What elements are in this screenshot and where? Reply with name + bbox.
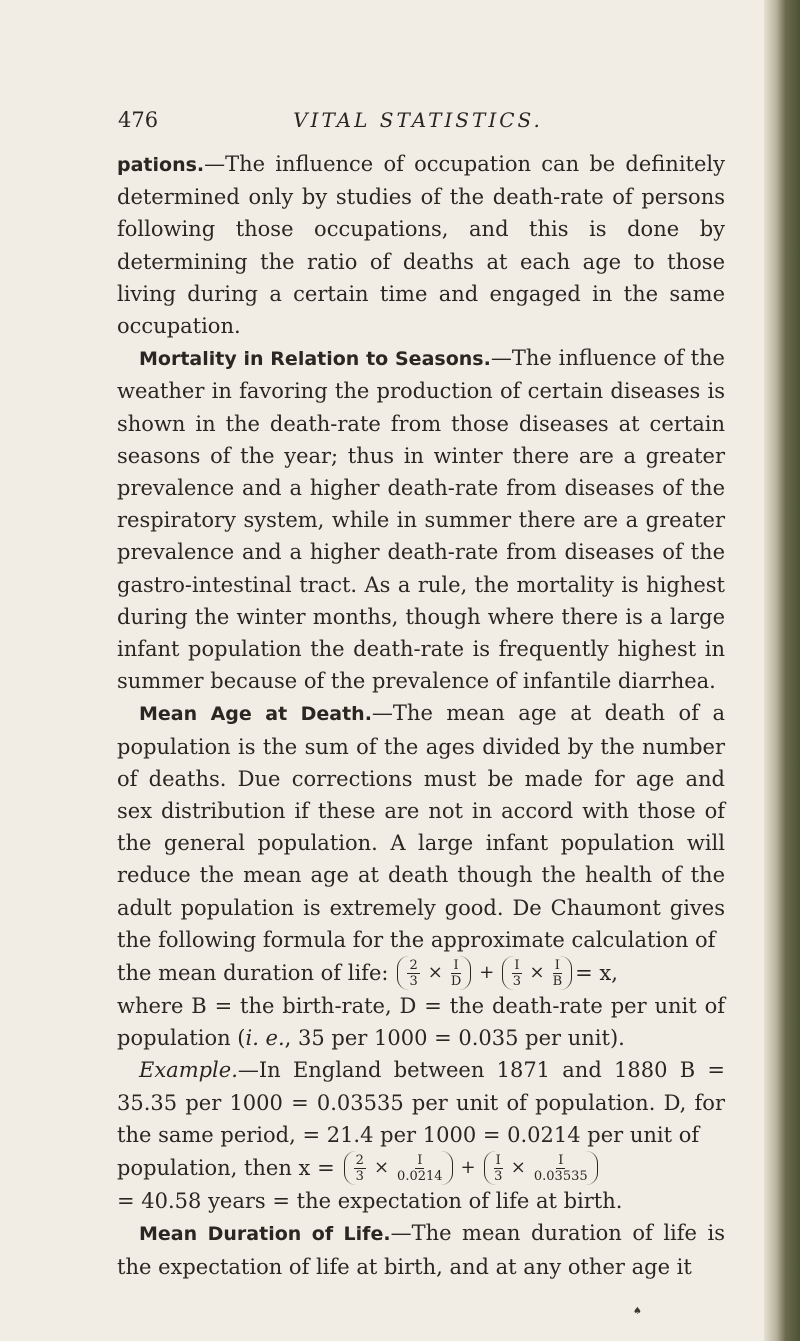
formula-group [397, 956, 471, 990]
plus-sign: + [479, 961, 495, 983]
paragraph-seasons [117, 342, 725, 697]
formula-result: = x, [575, 960, 618, 985]
ink-mark: ♠ [633, 1306, 642, 1317]
paragraph-text: —The influence of occupation can be definitely determined only by studies of the death-rate of persons following those occupations, and this is done by determining the ratio of deaths at each age to those living during a certain time and engaged in the same occupation. [117, 152, 725, 339]
paragraph-text: —The mean duration of life is the expectation of life at birth, and at any other age it [117, 1221, 725, 1279]
times-sign: × [529, 962, 545, 984]
fraction: $\frac{I}{B}$ [552, 957, 563, 989]
fraction: $\frac{2}{3}$ [355, 1152, 364, 1184]
formula-example [117, 1151, 725, 1185]
formula-group [484, 1151, 598, 1185]
formula-lead: the mean duration of life: [117, 960, 389, 985]
paragraph-mean-duration [117, 1217, 725, 1282]
paragraph-example [117, 1054, 725, 1151]
book-binding-edge [764, 0, 800, 1341]
paragraph-occupations [117, 148, 725, 342]
running-title: VITAL STATISTICS. [293, 108, 543, 132]
paragraph-mean-age [117, 697, 725, 956]
fraction: $\frac{2}{3}$ [409, 957, 418, 989]
page-header [118, 108, 718, 142]
paragraph-text: —The influence of the weather in favoring the production of certain diseases is shown in the death-rate from those diseases at certain seasons of the year; thus in winter there are a greater prevalence and a higher death-rate from diseases of the respiratory system, while in summer there are a greater prevalence and a higher death-rate from diseases of the gastro-intestinal tract. As a rule, the mortality is highest during the winter months, though where there is a large infant population the death-rate is frequently highest in summer because of the prevalence of infantile diarrhea. [117, 346, 725, 694]
fraction: $\frac{I}{D}$ [450, 957, 462, 989]
run-in-heading: Mortality in Relation to Seasons. [139, 348, 491, 371]
formula-group [344, 1151, 453, 1185]
fraction: $\frac{I}{3}$ [494, 1152, 503, 1184]
paragraph-definitions: where B = the birth-rate, D = the death-rate per unit of population (i. e., 35 per 1000 = 0.035 per unit). [117, 994, 725, 1051]
fraction: $\frac{I}{0.0214}$ [397, 1152, 443, 1184]
formula-group [502, 956, 572, 990]
run-in-heading: Mean Duration of Life. [139, 1223, 391, 1246]
formula-mean-duration [117, 956, 725, 990]
run-in-heading: Mean Age at Death. [139, 703, 372, 726]
abbreviation-ie: i. e. [245, 1026, 285, 1051]
paragraph-conclusion: = 40.58 years = the expectation of life at birth. [117, 1189, 623, 1214]
times-sign: × [510, 1157, 526, 1179]
times-sign: × [427, 962, 443, 984]
page-number: 476 [118, 108, 159, 132]
run-in-heading: pations. [117, 154, 205, 176]
paragraph-text: —In England between 1871 and 1880 B = 35.35 per 1000 = 0.03535 per unit of population. D, for the same period, = 21.4 per 1000 = 0.0214 per unit of [117, 1058, 725, 1147]
paragraph-text: —The mean age at death of a population is the sum of the ages divided by the number of deaths. Due corrections must be made for age and sex distribution if these are not in accord with those of the general population. A large infant population will reduce the mean age at death though the health of the adult population is extremely good. De Chaumont gives the following formula for the approximate calculation of [117, 701, 726, 952]
body-text [117, 148, 725, 1283]
fraction: $\frac{I}{0.03535}$ [533, 1152, 588, 1184]
times-sign: × [373, 1157, 390, 1179]
example-label: Example. [139, 1058, 238, 1083]
plus-sign: + [460, 1156, 476, 1178]
fraction: $\frac{I}{3}$ [512, 957, 522, 989]
formula-lead: population, then x = [117, 1155, 335, 1180]
